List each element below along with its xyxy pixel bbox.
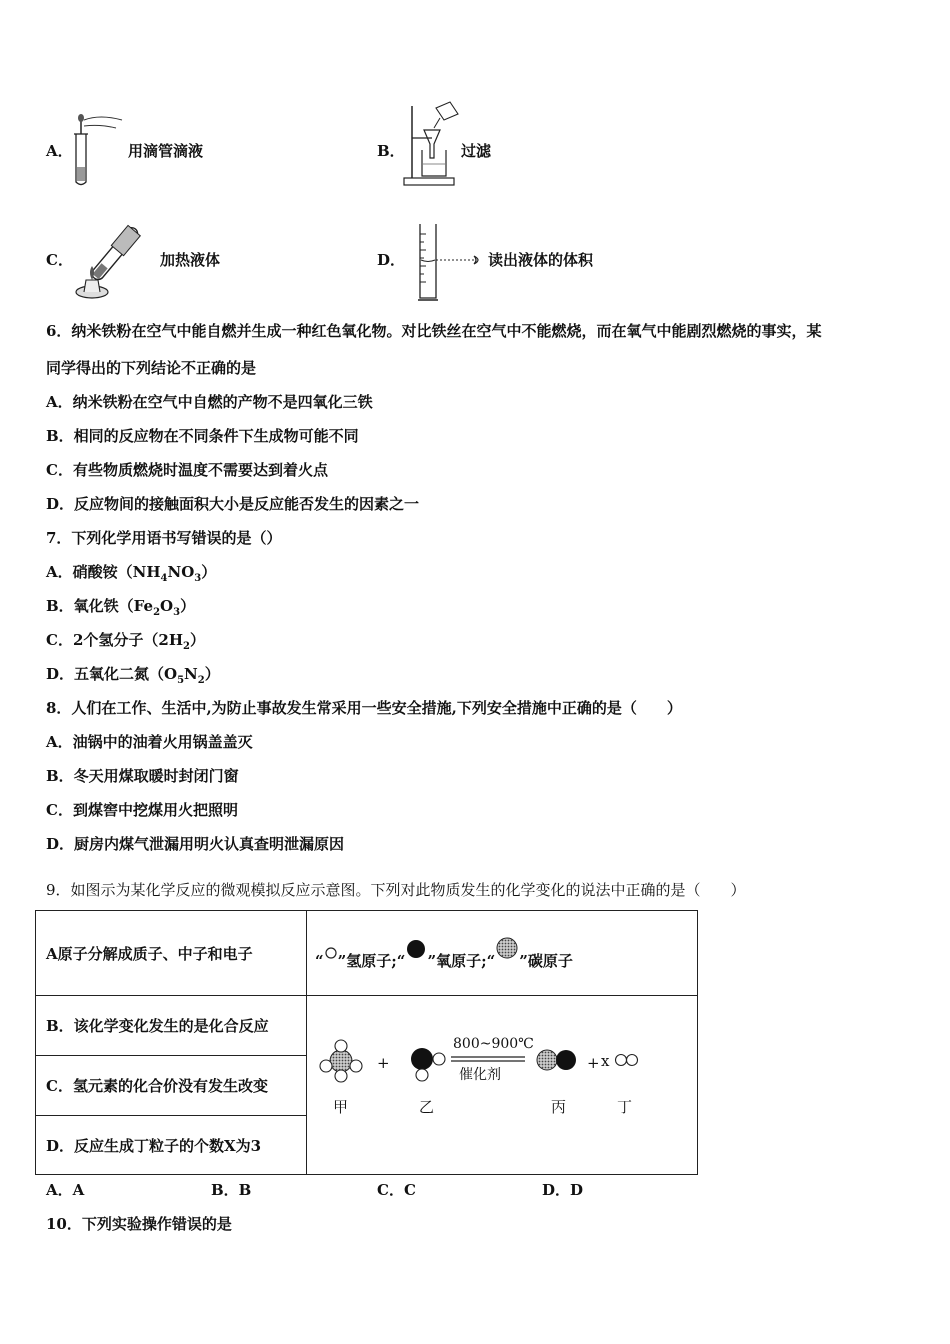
q8-option-d: D．厨房内煤气泄漏用明火认真查明泄漏原因 <box>46 835 345 853</box>
dropper-test-tube-drawing <box>70 112 126 188</box>
condition-catalyst: 催化剂 <box>459 1067 501 1083</box>
q7-option-a: A．硝酸铵$(NH_4NO_3)$ <box>46 563 217 584</box>
q7-stem: 7．下列化学用语书写错误的是（） <box>46 529 282 547</box>
plus-sign-2: + <box>587 1054 600 1072</box>
q9-answer-a: A．A <box>46 1181 85 1199</box>
q6-stem-line2: 同学得出的下列结论不正确的是 <box>46 359 257 377</box>
q5-option-b-letter: B． <box>377 142 405 160</box>
q5-option-a-letter: A． <box>46 142 73 160</box>
q9-row-b: B．该化学变化发生的是化合反应 <box>36 996 307 1056</box>
q6-option-a: A．纳米铁粉在空气中自燃的产物不是四氧化三铁 <box>46 393 373 411</box>
q5-option-a-text: 用滴管滴液 <box>128 142 204 160</box>
q5-option-c-text: 加热液体 <box>160 251 221 269</box>
heating-liquid-drawing <box>70 210 162 304</box>
molecule-jia-drawing <box>317 1038 365 1084</box>
q6-option-d: D．反应物间的接触面积大小是反应能否发生的因素之一 <box>46 495 420 513</box>
graduated-cylinder-drawing <box>412 220 488 304</box>
q5-option-b-text: 过滤 <box>461 142 492 160</box>
filtration-apparatus-drawing <box>400 100 462 188</box>
q6-stem-line1: 6．纳米铁粉在空气中能自燃并生成一种红色氧化物。对比铁丝在空气中不能燃烧，而在氧气中能剧烈燃烧的事实，某 <box>46 322 822 340</box>
q8-stem: 8．人们在工作、生活中,为防止事故发生常采用一些安全措施,下列安全措施中正确的是（ ） <box>46 699 682 717</box>
q10-stem: 10．下列实验操作错误的是 <box>46 1215 232 1233</box>
hydrogen-atom-icon <box>324 946 338 960</box>
oxygen-atom-icon <box>405 938 427 960</box>
condition-temperature: 800~900℃ <box>453 1036 534 1052</box>
label-jia: 甲 <box>333 1098 349 1116</box>
q5-option-d-text: 读出液体的体积 <box>488 251 594 269</box>
q9-row-d: D．反应生成丁粒子的个数X为3 <box>36 1116 307 1175</box>
q9-answer-c: C．C <box>377 1181 416 1199</box>
molecule-yi-drawing <box>407 1046 447 1082</box>
q7-option-b: B．氧化铁$(Fe_2O_3)$ <box>46 597 196 618</box>
plus-sign-1: + <box>377 1054 390 1072</box>
q9-row-c: C．氢元素的化合价没有发生改变 <box>36 1056 307 1116</box>
coefficient-x: x <box>601 1052 610 1070</box>
q9-stem: 9．如图示为某化学反应的微观模拟反应示意图。下列对此物质发生的化学变化的说法中正确的是（ ） <box>46 881 746 899</box>
label-yi: 乙 <box>419 1098 435 1116</box>
q8-option-a: A．油锅中的油着火用锅盖盖灭 <box>46 733 253 751</box>
q5-option-c-letter: C． <box>46 251 73 269</box>
carbon-atom-icon <box>495 936 519 960</box>
q6-option-c: C．有些物质燃烧时温度不需要达到着火点 <box>46 461 328 479</box>
q9-table <box>35 910 698 1175</box>
q7-option-c: C．2个氢分子$(2H_2)$ <box>46 631 205 652</box>
q9-row-a: A原子分解成质子、中子和电子 <box>36 911 307 996</box>
q9-reaction-diagram <box>307 996 698 1175</box>
q9-answer-d: D．D <box>542 1181 584 1199</box>
q7-option-d: D．五氧化二氮$(O_5N_2)$ <box>46 665 220 686</box>
q5-option-d-letter: D． <box>377 251 406 269</box>
label-bing: 丙 <box>551 1098 567 1116</box>
molecule-bing-drawing <box>535 1048 579 1072</box>
reaction-arrow <box>449 1054 529 1064</box>
molecule-ding-drawing <box>614 1053 640 1067</box>
q8-option-c: C．到煤窖中挖煤用火把照明 <box>46 801 238 819</box>
q9-legend: “ ”氢原子;“ ”氧原子;“ ”碳原子 <box>307 911 698 996</box>
q9-answer-b: B．B <box>211 1181 252 1199</box>
q6-option-b: B．相同的反应物在不同条件下生成物可能不同 <box>46 427 359 445</box>
label-ding: 丁 <box>617 1098 633 1116</box>
q8-option-b: B．冬天用煤取暖时封闭门窗 <box>46 767 239 785</box>
